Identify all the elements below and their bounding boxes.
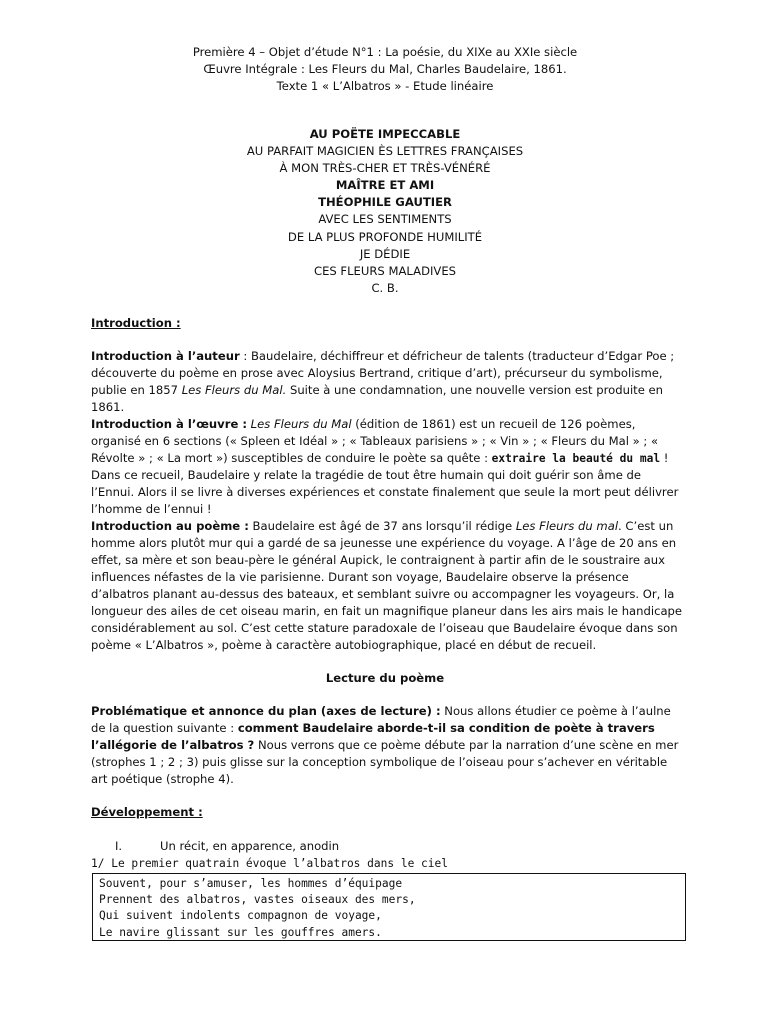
dedication-line-4: MAÎTRE ET AMI [335,178,435,193]
dedication-line-7: DE LA PLUS PROFONDE HUMILITÉ [287,229,483,244]
poem-line-2: Prennent des albatros, vastes oiseaux des mers, [99,893,416,907]
intro-poeme-label: Introduction au poème : [91,519,249,533]
intro-poeme-work-title: Les Fleurs du mal [515,519,619,533]
poem-line-3: Qui suivent indolents compagnon de voyage, [99,909,382,923]
poem-line-1: Souvent, pour s’amuser, les hommes d’équipage [99,877,403,890]
part-1-heading [115,838,615,855]
poem-line-4: Le navire glissant sur les gouffres amers. [99,925,382,939]
dedication-line-8: JE DÉDIE [359,246,411,261]
dedication-line-1: AU POËTE IMPECCABLE [309,127,461,141]
header-line-1: Première 4 – Objet d’étude N°1 : La poésie, du XIXe au XXIe siècle [192,45,578,59]
developpement-heading: Développement : [91,805,203,819]
intro-oeuvre-quest: extraire la beauté du mal [491,452,661,465]
introduction-heading: Introduction : [91,316,181,330]
header-line-3: Texte 1 « L’Albatros » - Etude linéaire [276,79,494,93]
problematique-question: comment Baudelaire aborde-t-il sa condition de poète à travers l’allégorie de l’albatros ? [91,721,655,752]
intro-auteur-text-b: Suite à une condamnation, une nouvelle version est produite en 1861. [91,383,664,414]
intro-poeme-text-a: Baudelaire est âgé de 37 ans lorsqu’il rédige [248,519,516,533]
introduction-body [91,348,687,654]
dedication-line-6: AVEC LES SENTIMENTS [318,212,452,227]
dedication-line-9: CES FLEURS MALADIVES [313,263,457,278]
intro-oeuvre-work-title: Les Fleurs du Mal [246,417,352,431]
intro-oeuvre-text-a: (édition de 1861) est un recueil de 126 poèmes, organisé en 6 sections (« Spleen et Idéal » ; « Tableaux parisiens » ; « Vin » ; « Fleurs du Mal » ; « Révolte » ; « La mort ») susceptibles de conduire le poète sa quête : [91,417,659,465]
intro-poeme-paragraph [91,518,687,654]
dedication-line-5: THÉOPHILE GAUTIER [318,195,452,210]
header-line-2: Œuvre Intégrale : Les Fleurs du Mal, Charles Baudelaire, 1861. [203,62,567,76]
document-header [80,44,690,95]
problematique-text-b: Nous verrons que ce poème débute par la narration d’une scène en mer (strophes 1 ; 2 ; 3) puis glisse sur la conception symbolique de l’oiseau pour s’achever en véritable art poétique (strophe 4). [91,738,679,786]
problematique-text-a: Nous allons étudier ce poème à l’aulne de la question suivante : [91,704,671,735]
dedication-line-10: C. B. [371,280,399,295]
intro-auteur-paragraph [91,348,687,416]
poem-quatrain-box [92,873,686,941]
intro-poeme-text-b: . C’est un homme alors plutôt mur qui a gardé de sa jeunesse une expérience du voyage. A l’âge de 20 ans en effet, sa mère et son beau-père le général Aupick, le contraignent à partir afin de le soustraire aux influences néfastes de la vie parisienne. Durant son voyage, Baudelaire observe la présence d’albatros planant au-dessus des bateaux, et semblant suivre ou accompagner les voyageurs. Or, la longueur des ailes de cet oiseau marin, en fait un magnifique planeur dans les airs mais le handicape considérablement au sol. C’est cette stature paradoxale de l’oiseau que Baudelaire évoque dans son poème « L’Albatros », poème à caractère autobiographique, placé en début de recueil. [91,519,683,652]
dedication-line-3: À MON TRÈS-CHER ET TRÈS-VÉNÉRÉ [279,161,491,176]
problematique-paragraph [91,703,687,788]
part-1-title: Un récit, en apparence, anodin [160,839,340,853]
intro-auteur-label: Introduction à l’auteur [91,349,240,363]
lecture-heading: Lecture du poème [325,671,445,685]
part-1-number: I. [115,839,123,853]
intro-oeuvre-text-b: ! Dans ce recueil, Baudelaire y relate la tragédie de tout être humain qui doit guérir son âme de l’Ennui. Alors il se livre à diverses expériences et constate finalement que seule la mort peut délivrer l’homme de l’ennui ! [91,451,679,516]
dedication-line-2: AU PARFAIT MAGICIEN ÈS LETTRES FRANÇAISES [246,144,524,159]
dedication [80,126,690,297]
quatrain-intro: 1/ Le premier quatrain évoque l’albatros dans le ciel [91,857,448,870]
intro-auteur-work-title: Les Fleurs du Mal. [181,383,287,397]
intro-oeuvre-label: Introduction à l’œuvre : [91,417,247,431]
intro-oeuvre-paragraph [91,416,687,518]
problematique-label: Problématique et annonce du plan (axes de lecture) : [91,704,441,718]
intro-auteur-text-a: : Baudelaire, déchiffreur et défricheur de talents (traducteur d’Edgar Poe ; découverte du poème en prose avec Aloysius Bertrand, critique d’art), précurseur du symbolisme, publie en 1857 [91,349,675,397]
